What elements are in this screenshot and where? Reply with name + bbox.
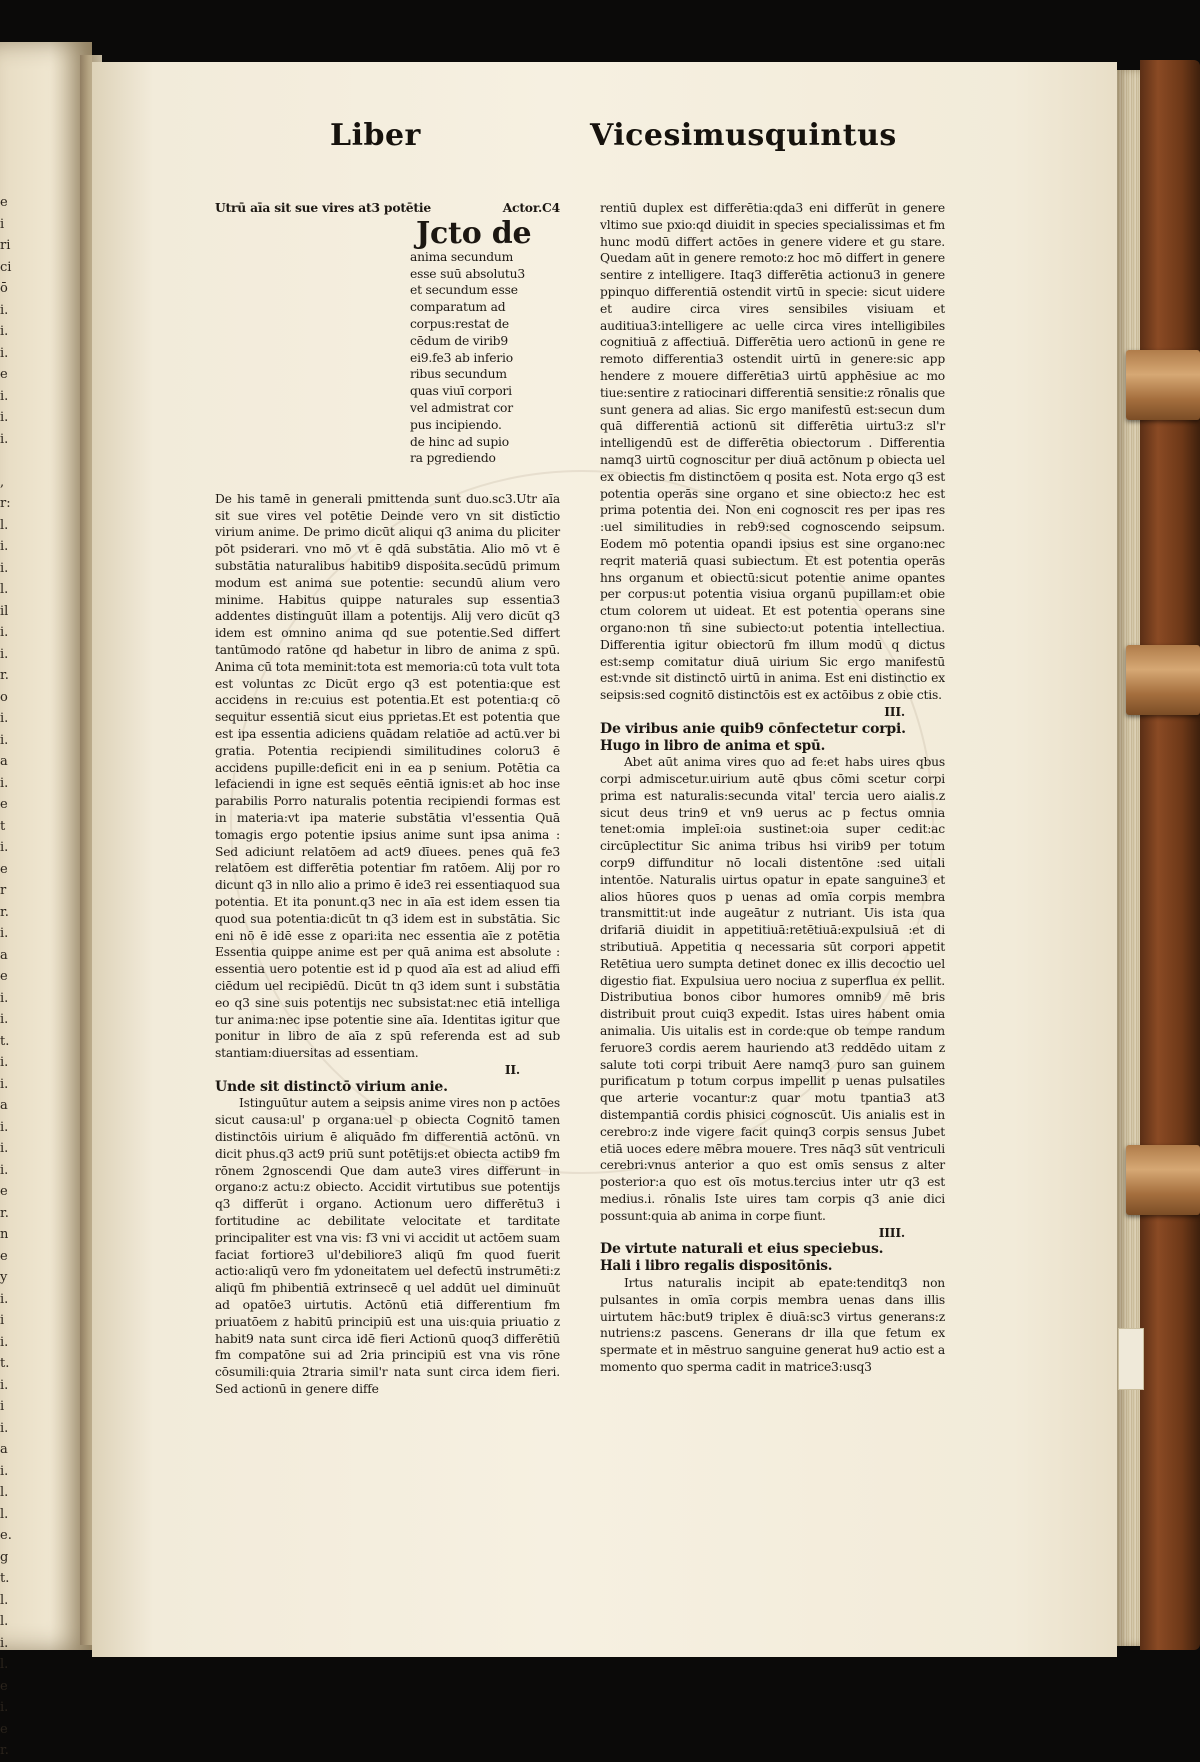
narrow-line: quas viuī corpori bbox=[410, 384, 512, 399]
section-numeral-2: II. bbox=[504, 1061, 520, 1077]
narrow-line: ei9.fe3 ab inferio bbox=[410, 350, 513, 365]
narrow-line: anima secundum bbox=[410, 249, 514, 264]
paragraph-1: De his tamē in generali pmittenda sunt duo.sc3.Utr aīa sit sue vires vel potētie Deinde vero vn sit distīctio virium anime. De primo dicūt aliqui q3 anima du pliciter pōt psiderari. vno mō vt ē qdā substātia. Alio mō vt ē substātia naturalibus habitib9 dispoṡita.secūdū primum modum est anima sue potentie: secundū alium vero minime. Habitus quippe naturales sup essentia3 addentes distinguūt illam a potentijs. Alij vero dicūt q3 idem est omnino anima qd sue potentie.Sed differt tantūmodo ratōne qd habetur in libro de anima z spū. Anima cū tota meminit:tota est memoria:cū tota vult tota est voluntas zc Dicūt ergo q3 est potentia:que est accidens in re:cuius est potentia.Et est potentia:q cō sequitur essentiā sicut eius pprietas.Et est potentia que est ipa essentia adiciens quādam relatiōe ad actū.ver bi gratia. Potentia recipiendi similitudines coloru3 ē accidens pupille:deficit eni in ea p senium. Potētia ca lefaciendi in igne est sequēs eēntiā ignis:et ab hoc inse parabilis Porro naturalis potentia recipiendi formas est in materia:vt ipa materie substātia vl'essentia Quā tomagis ergo potentie ipsius anime sunt ipsa anima : Sed adiciunt relatōem ad act9 dīuees. penes quā fe3 relatōem est differētia potentiar fm ratōem. Alij por ro dicunt q3 in nllo alio a primo ē ide3 rei essentiaquod sua potentia. Et ita ponunt.q3 nec in aīa est idem essen tia quod sua potentia:dicūt tn q3 idem est in substātia. Sic eni nō ē idē esse z opari:ita nec essentia aīe z potētia Essentia quippe anime est per quā anima est absolute : essentia uero potentie est id p quod aīa est ad aliud effi ciēdum uel recipiēdū. Dicūt tn q3 idem sunt i substātia eo q3 sine suis potentijs nec subsistat:nec etiā intelliga tur anima:nec ipse potentie sine aīa. Identitas igitur que ponitur in libro de aīa z spū referenda est ad sub stantiam:diuersitas ad essentiam. bbox=[215, 491, 560, 1061]
narrow-line: et secundum esse bbox=[410, 283, 518, 298]
narrow-line: esse suū absolutu3 bbox=[410, 266, 525, 281]
chapter-reference: Actor.C4 bbox=[502, 200, 560, 215]
running-head-left: Liber bbox=[330, 118, 421, 153]
section-4-source: Hali i libro regalis dispositōnis. bbox=[600, 1258, 833, 1275]
right-text-column bbox=[600, 200, 945, 1376]
leather-strap-middle bbox=[1126, 645, 1200, 715]
paragraph-3: rentiū duplex est differētia:qda3 eni differūt in genere vltimo sue pxio:qd diuidit in species specialissimas et fm hunc modū differt actōes in genere videre et gu stare. Quedam aūt in genere remoto:z hoc mō differt in genere sentire z intelligere. Itaq3 differētia actionu3 in genere ppinquo differentiā ostendit virtū in specie: sicut uidere et audire circa vires sensibiles visiuam et auditiua3:intelligere ac uelle circa vires intelligibiles cognitiuā z affectiuā. Differētia uero actionū in gene re remoto differentia3 ostendit uirtū in genere:sic app hendere z mouere differētia3 uirtū apphēsiue ac mo tiue:sentire z ratiocinari differentiā sensitie:z rōnalis que sunt genera ad alias. Sic ergo manifestū est:secun dum quā differentiā actionū sit differētia uirtu3:z sl'r intelligendū est de differētia obiectorum . Differentia namq3 uirtū cognoscitur per diuā actōnum p obiecta uel ex obiectis fm distinctōem q posita est. Nota ergo q3 est potentia operās sine organo et sine obiecto:z hec est prima potentia dei. Non eni cognoscit res per ipas res :uel similitudies in reb9:sed cognoscendo seipsum. Eodem mō potentia opandi ipsius est sine organo:nec reqrit materiā quasi subiectum. Et est potentia operās hns organum et obiectū:sicut potentie anime opantes per corpus:ut potentia visiua organū pupillam:et obie ctum colorem ut uideat. Et est potentia operans sine organo:non tñ sine subiecto:ut potentia intellectiua. Differentia igitur obiectorū fm illum modū q dictus est:semp comitatur diuā uirium Sic ergo manifestū est:vnde sit distinctō uirtū in anima. Est eni distinctio ex seipsis:sed cognitō distinctōis est ex actōibus z obie ctis. bbox=[600, 201, 945, 703]
chapter-heading bbox=[215, 200, 560, 217]
chapter-title: Utrū aīa sit sue vires at3 potētie bbox=[215, 200, 432, 215]
narrow-line: comparatum ad bbox=[410, 300, 506, 315]
paragraph-4: Abet aūt anima vires quo ad fe:et habs uires qbus corpi admiscetur.uirium autē qbus cōmi scetur corpi prima est naturalis:secunda vital' tercia uero aialis.z sicut deus trin9 et vn9 uerus ac p fectus omnia tenet:omia impleī:oia sustinet:oia super cedit:ac circūplectitur Sic anima tribus hsi virib9 per totum corp9 diffunditur nō locali distentōne :sed uitali intentōe. Naturalis uirtus opatur in epate sanguine3 et alios hūores quos p uenas ad omīa corpis membra transmittit:ut inde augeātur z nutriant. Uis ista qua drifariā diuidit in appetitiuā:retētiuā:expulsiuā :et di stributiuā. Appetitia q necessaria sūt corpori appetit Retētiua uero sumpta detinet donec ex illis decoctio uel digestio fiat. Expulsiua uero nociua z superflua ex pellit. Distributiua bonos cibor humores omnib9 mē bris distribuit prout cuiq3 expedit. Istas uires habent omia animalia. Uis uitalis est in corde:que ob tempe randum feruore3 cordis aerem hauriendo at3 reddēdo uitam z salute toti corpi tribuit Aere namq3 puro san guinem purificatum p totum corpus impellit p uenas pulsatiles que arterie vocantur:z quar motu tpantia3 at3 distempantiā cordis phisici cognoscūt. Uis anialis est in cerebro:z inde vigere facit quinq3 corpis sensus Jubet etiā uoces edere mēbra mouere. Tres nāq3 sūt ventriculi cerebri:vnus anterior a quo est omīs sensus z alter posterior:a quo est oīs motus.tercius inter utr q3 est medius.i. rōnalis Iste uires tam corpis q3 anie dici possunt:quia ab anima in corpe fiunt. bbox=[600, 755, 945, 1223]
narrow-line: ribus secundum bbox=[410, 367, 507, 382]
narrow-line: de hinc ad supio bbox=[410, 434, 509, 449]
section-numeral-3: III. bbox=[884, 703, 905, 719]
narrow-line: vel admistrat cor bbox=[410, 400, 513, 415]
section-3-source: Hugo in libro de anima et spū. bbox=[600, 737, 826, 754]
narrow-line: ra pgrediendo bbox=[410, 451, 496, 466]
leather-strap-bottom bbox=[1126, 1145, 1200, 1215]
dropcap: Jcto de bbox=[416, 215, 532, 251]
running-head-right: Vicesimusquintus bbox=[590, 118, 897, 153]
section-4-title: De virtute naturali et eius speciebus. bbox=[600, 1241, 884, 1258]
section-3-title: De viribus anie quib9 cōnfectetur corpi. bbox=[600, 720, 906, 737]
narrow-line: pus incipiendo. bbox=[410, 417, 502, 432]
narrow-line: corpus:restat de bbox=[410, 316, 509, 331]
section-numeral-4: IIII. bbox=[878, 1224, 905, 1240]
paragraph-5: Irtus naturalis incipit ab epate:tenditq3 non pulsantes in omīa corpis membra uenas dans illis uirtutem hāc:but9 triplex ē diuā:sc3 virtus generans:z nutriens:z pascens. Generans dr illa que fetum ex spermate et in mēstruo sanguine generat hu9 actio est a momento quo sperma cadit in matrice3:usq3 bbox=[600, 1276, 945, 1374]
leather-binding bbox=[1140, 60, 1200, 1650]
leather-strap-top bbox=[1126, 350, 1200, 420]
paragraph-2: Istinguūtur autem a seipsis anime vires non p actōes sicut causa:ul' p organa:uel p obiecta Cognitō tamen distinctōis uirium ē aliquādo fm differentiā actōnū. vn dicit phus.q3 act9 priū sunt potētijs:et obiecta actib9 fm rōnem 2gnoscendi Que dam aute3 vires differunt in organo:z actu:z obiecto. Accidit virtutibus sue potentijs q3 differūt i organo. Actionum uero differētu3 i fortitudine ac debilitate velocitate et tarditate principaliter est vna vis: f3 vni vi accidit ut actōem suam faciat fortiore3 ul'debiliore3 aliqū fm quod fuerit actio:aliqū vero fm ydoneitatem uel defectū instrumēti:z aliqū fm phibentiā extrinsecē q uel addūt uel diminuūt ad opatōe3 uirtutis. Actōnū etiā differentium fm priuatōem z habitū principiū est una uis:quia priuatio z habit9 nata sunt circa idē fieri Actionū quoq3 differētiū fm compatōne sui ad 2ria principiū est vna vis rōne cōsumili:quia 2traria simil'r nata sunt circa idem fieri. Sed actionū in genere diffe bbox=[215, 1096, 560, 1397]
section-2-title: Unde sit distinctō virium anie. bbox=[215, 1078, 448, 1095]
paper-tab bbox=[1118, 1328, 1144, 1390]
left-text-column bbox=[215, 200, 560, 1398]
left-facing-page bbox=[0, 42, 92, 1758]
narrow-lines bbox=[410, 249, 560, 467]
left-page-text-fragments: e i ri ci ō i. i. i. e i. i. i. , r: l. i. i. l. il i. i. r. o i. i. a i. e t i. e r r. i. a e i. i. t. i. i. a i. i. i. e r. n e y i. i i. t. i. i i. a i. l. l. e. g t. l. l. i. l. e i. e r. bbox=[0, 195, 12, 1758]
dropcap-block bbox=[410, 215, 560, 467]
narrow-line: cēdum de virib9 bbox=[410, 333, 508, 348]
